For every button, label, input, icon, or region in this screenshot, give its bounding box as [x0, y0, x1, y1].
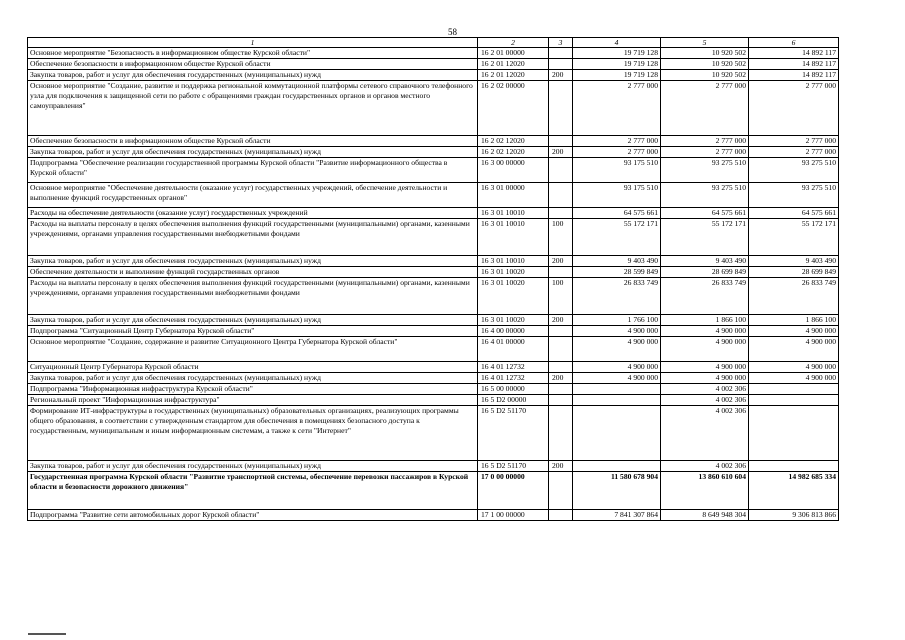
- row-amount-2022-cell: 64 575 661: [749, 208, 839, 219]
- row-amount-2022-cell: 2 777 000: [749, 147, 839, 158]
- row-amount-2021-cell: 55 172 171: [661, 219, 749, 256]
- row-amount-2020-cell: 19 719 128: [573, 59, 661, 70]
- row-code-cell: 16 3 01 10020: [478, 315, 549, 326]
- row-name-cell: Региональный проект "Информационная инфраструктура": [28, 395, 478, 406]
- footer-mark: [28, 633, 66, 635]
- row-amount-2021-cell: 4 900 000: [661, 373, 749, 384]
- row-vr-cell: [549, 81, 573, 136]
- row-amount-2020-cell: [573, 384, 661, 395]
- column-header-name: 1: [28, 38, 478, 48]
- row-vr-cell: 200: [549, 373, 573, 384]
- row-amount-2021-cell: 2 777 000: [661, 81, 749, 136]
- row-vr-cell: [549, 510, 573, 521]
- row-amount-2022-cell: [749, 461, 839, 472]
- row-vr-cell: 200: [549, 256, 573, 267]
- row-amount-2020-cell: 2 777 000: [573, 136, 661, 147]
- row-amount-2022-cell: 4 900 000: [749, 362, 839, 373]
- row-amount-2020-cell: 64 575 661: [573, 208, 661, 219]
- row-name-cell: Обеспечение безопасности в информационном обществе Курской области: [28, 59, 478, 70]
- column-header-2021: 5: [661, 38, 749, 48]
- row-vr-cell: [549, 362, 573, 373]
- row-amount-2022-cell: 14 892 117: [749, 48, 839, 59]
- table-row: [28, 59, 839, 70]
- row-amount-2022-cell: 4 900 000: [749, 337, 839, 362]
- row-amount-2020-cell: 1 766 100: [573, 315, 661, 326]
- row-amount-2021-cell: 4 002 306: [661, 395, 749, 406]
- row-amount-2022-cell: 4 900 000: [749, 373, 839, 384]
- row-code-cell: 16 5 D2 00000: [478, 395, 549, 406]
- row-name-cell: Государственная программа Курской области "Развитие транспортной системы, обеспечение перевозки пассажиров в Курской области и безопасности дорожного движения": [28, 472, 478, 510]
- row-amount-2020-cell: 9 403 490: [573, 256, 661, 267]
- row-name-cell: Расходы на обеспечение деятельности (оказание услуг) государственных учреждений: [28, 208, 478, 219]
- row-name-cell: Закупка товаров, работ и услуг для обеспечения государственных (муниципальных) нужд: [28, 461, 478, 472]
- row-vr-cell: [549, 267, 573, 278]
- row-amount-2020-cell: 4 900 000: [573, 337, 661, 362]
- row-vr-cell: 200: [549, 315, 573, 326]
- row-amount-2022-cell: [749, 395, 839, 406]
- page-number: 58: [448, 27, 457, 37]
- row-amount-2022-cell: 2 777 000: [749, 81, 839, 136]
- row-name-cell: Основное мероприятие "Создание, содержание и развитие Ситуационного Центра Губернатора Курской области": [28, 337, 478, 362]
- row-code-cell: 16 3 01 00000: [478, 183, 549, 208]
- row-amount-2020-cell: [573, 461, 661, 472]
- row-amount-2020-cell: 93 175 510: [573, 183, 661, 208]
- table-row: [28, 48, 839, 59]
- row-amount-2021-cell: 28 699 849: [661, 267, 749, 278]
- row-amount-2022-cell: 14 982 685 334: [749, 472, 839, 510]
- row-amount-2020-cell: 2 777 000: [573, 147, 661, 158]
- row-code-cell: 16 2 01 00000: [478, 48, 549, 59]
- row-amount-2020-cell: 28 599 849: [573, 267, 661, 278]
- row-name-cell: Закупка товаров, работ и услуг для обеспечения государственных (муниципальных) нужд: [28, 373, 478, 384]
- row-amount-2021-cell: 10 920 502: [661, 70, 749, 81]
- row-name-cell: Основное мероприятие "Безопасность в информационном обществе Курской области": [28, 48, 478, 59]
- table-row: [28, 373, 839, 384]
- row-name-cell: Подпрограмма "Ситуационный Центр Губернатора Курской области": [28, 326, 478, 337]
- row-code-cell: 16 2 02 00000: [478, 81, 549, 136]
- row-vr-cell: 100: [549, 219, 573, 256]
- budget-table: [27, 37, 839, 521]
- row-amount-2022-cell: 4 900 000: [749, 326, 839, 337]
- row-amount-2022-cell: 28 699 849: [749, 267, 839, 278]
- row-name-cell: Основное мероприятие "Создание, развитие и поддержка региональной коммутационной платформы сетевого справочного телефонного узла для подключения к защищенной сети по работе с обращениями граждан государственных органов и органов местного самоуправления": [28, 81, 478, 136]
- row-amount-2020-cell: 19 719 128: [573, 48, 661, 59]
- row-amount-2021-cell: 4 002 306: [661, 461, 749, 472]
- row-vr-cell: 100: [549, 278, 573, 315]
- row-amount-2021-cell: 64 575 661: [661, 208, 749, 219]
- row-vr-cell: [549, 136, 573, 147]
- table-row: [28, 147, 839, 158]
- row-name-cell: Основное мероприятие "Обеспечение деятельности (оказание услуг) государственных учреждений, обеспечение деятельности и выполнение функций государственных органов": [28, 183, 478, 208]
- row-vr-cell: [549, 337, 573, 362]
- table-row: [28, 472, 839, 510]
- row-name-cell: Закупка товаров, работ и услуг для обеспечения государственных (муниципальных) нужд: [28, 256, 478, 267]
- row-vr-cell: [549, 59, 573, 70]
- row-amount-2020-cell: 11 580 678 904: [573, 472, 661, 510]
- row-vr-cell: [549, 208, 573, 219]
- row-code-cell: 16 2 02 12020: [478, 136, 549, 147]
- row-code-cell: 16 2 01 12020: [478, 70, 549, 81]
- row-amount-2021-cell: 4 900 000: [661, 326, 749, 337]
- row-name-cell: Подпрограмма "Развитие сети автомобильных дорог Курской области": [28, 510, 478, 521]
- row-amount-2020-cell: 4 900 000: [573, 373, 661, 384]
- table-row: [28, 256, 839, 267]
- row-amount-2022-cell: 1 866 100: [749, 315, 839, 326]
- row-name-cell: Расходы на выплаты персоналу в целях обеспечения выполнения функций государственными (муниципальными) органами, казенными учреждениями, органами управления государственными внебюджетными фондами: [28, 219, 478, 256]
- row-amount-2021-cell: 9 403 490: [661, 256, 749, 267]
- row-amount-2020-cell: 26 833 749: [573, 278, 661, 315]
- row-amount-2022-cell: 14 892 117: [749, 59, 839, 70]
- column-header-2022: 6: [749, 38, 839, 48]
- table-row: [28, 70, 839, 81]
- row-amount-2022-cell: 93 275 510: [749, 183, 839, 208]
- row-code-cell: 16 2 01 12020: [478, 59, 549, 70]
- column-number-row: [28, 38, 839, 48]
- table-row: [28, 278, 839, 315]
- column-header-vr: 3: [549, 38, 573, 48]
- row-name-cell: Обеспечение деятельности и выполнение функций государственных органов: [28, 267, 478, 278]
- row-code-cell: 16 3 01 10020: [478, 278, 549, 315]
- row-amount-2022-cell: 14 892 117: [749, 70, 839, 81]
- row-amount-2021-cell: 10 920 502: [661, 48, 749, 59]
- row-vr-cell: 200: [549, 461, 573, 472]
- row-amount-2022-cell: [749, 406, 839, 461]
- row-amount-2020-cell: 4 900 000: [573, 326, 661, 337]
- row-amount-2021-cell: 8 649 948 304: [661, 510, 749, 521]
- table-row: [28, 158, 839, 183]
- row-amount-2021-cell: 10 920 502: [661, 59, 749, 70]
- table-row: [28, 219, 839, 256]
- budget-table-body: [28, 38, 839, 521]
- row-amount-2020-cell: 4 900 000: [573, 362, 661, 373]
- row-amount-2020-cell: [573, 406, 661, 461]
- table-row: [28, 362, 839, 373]
- row-amount-2021-cell: 1 866 100: [661, 315, 749, 326]
- row-code-cell: 16 4 00 00000: [478, 326, 549, 337]
- row-vr-cell: [549, 472, 573, 510]
- row-amount-2022-cell: 9 306 813 866: [749, 510, 839, 521]
- row-name-cell: Обеспечение безопасности в информационном обществе Курской области: [28, 136, 478, 147]
- table-row: [28, 510, 839, 521]
- row-amount-2021-cell: 2 777 000: [661, 147, 749, 158]
- row-amount-2020-cell: 2 777 000: [573, 81, 661, 136]
- row-code-cell: 16 3 01 10010: [478, 208, 549, 219]
- table-row: [28, 461, 839, 472]
- row-code-cell: 16 5 00 00000: [478, 384, 549, 395]
- row-vr-cell: [549, 384, 573, 395]
- row-amount-2021-cell: 4 900 000: [661, 337, 749, 362]
- row-amount-2021-cell: 13 860 610 604: [661, 472, 749, 510]
- row-code-cell: 16 4 01 12732: [478, 373, 549, 384]
- row-code-cell: 16 2 02 12020: [478, 147, 549, 158]
- row-vr-cell: [549, 158, 573, 183]
- row-amount-2021-cell: 26 833 749: [661, 278, 749, 315]
- row-vr-cell: [549, 48, 573, 59]
- row-vr-cell: 200: [549, 147, 573, 158]
- row-code-cell: 17 0 00 00000: [478, 472, 549, 510]
- row-amount-2021-cell: 93 275 510: [661, 183, 749, 208]
- row-amount-2022-cell: 93 275 510: [749, 158, 839, 183]
- row-amount-2021-cell: 2 777 000: [661, 136, 749, 147]
- row-name-cell: Расходы на выплаты персоналу в целях обеспечения выполнения функций государственными (муниципальными) органами, казенными учреждениями, органами управления государственными внебюджетными фондами: [28, 278, 478, 315]
- table-row: [28, 395, 839, 406]
- table-row: [28, 208, 839, 219]
- row-amount-2021-cell: 4 900 000: [661, 362, 749, 373]
- column-header-code: 2: [478, 38, 549, 48]
- column-header-2020: 4: [573, 38, 661, 48]
- row-amount-2021-cell: 4 002 306: [661, 406, 749, 461]
- row-code-cell: 16 3 01 10010: [478, 256, 549, 267]
- row-name-cell: Закупка товаров, работ и услуг для обеспечения государственных (муниципальных) нужд: [28, 147, 478, 158]
- table-row: [28, 406, 839, 461]
- table-row: [28, 337, 839, 362]
- row-code-cell: 16 3 00 00000: [478, 158, 549, 183]
- table-row: [28, 326, 839, 337]
- row-name-cell: Подпрограмма "Информационная инфраструктура Курской области": [28, 384, 478, 395]
- row-vr-cell: [549, 406, 573, 461]
- row-name-cell: Формирование ИТ-инфраструктуры в государственных (муниципальных) образовательных организациях, реализующих программы общего образования, в соответствии с утвержденным стандартом для обеспечения в помещениях безопасного доступа к государственным, муниципальным и иным информационным системам, а также к сети "Интернет": [28, 406, 478, 461]
- row-code-cell: 16 5 D2 51170: [478, 461, 549, 472]
- row-code-cell: 16 5 D2 51170: [478, 406, 549, 461]
- table-row: [28, 384, 839, 395]
- row-vr-cell: 200: [549, 70, 573, 81]
- row-code-cell: 17 1 00 00000: [478, 510, 549, 521]
- row-amount-2020-cell: 93 175 510: [573, 158, 661, 183]
- row-amount-2021-cell: 4 002 306: [661, 384, 749, 395]
- table-row: [28, 315, 839, 326]
- row-name-cell: Подпрограмма "Обеспечение реализации государственной программы Курской области "Развитие информационного общества в Курской области": [28, 158, 478, 183]
- table-row: [28, 183, 839, 208]
- row-code-cell: 16 4 01 12732: [478, 362, 549, 373]
- row-amount-2022-cell: [749, 384, 839, 395]
- row-amount-2020-cell: 55 172 171: [573, 219, 661, 256]
- row-amount-2022-cell: 55 172 171: [749, 219, 839, 256]
- row-name-cell: Закупка товаров, работ и услуг для обеспечения государственных (муниципальных) нужд: [28, 70, 478, 81]
- row-code-cell: 16 4 01 00000: [478, 337, 549, 362]
- row-amount-2021-cell: 93 275 510: [661, 158, 749, 183]
- row-code-cell: 16 3 01 10010: [478, 219, 549, 256]
- table-row: [28, 81, 839, 136]
- row-amount-2022-cell: 2 777 000: [749, 136, 839, 147]
- row-amount-2020-cell: 19 719 128: [573, 70, 661, 81]
- row-code-cell: 16 3 01 10020: [478, 267, 549, 278]
- row-amount-2022-cell: 26 833 749: [749, 278, 839, 315]
- row-amount-2020-cell: [573, 395, 661, 406]
- table-row: [28, 267, 839, 278]
- row-vr-cell: [549, 326, 573, 337]
- row-amount-2022-cell: 9 403 490: [749, 256, 839, 267]
- row-amount-2020-cell: 7 841 307 864: [573, 510, 661, 521]
- row-name-cell: Ситуационный Центр Губернатора Курской области: [28, 362, 478, 373]
- row-vr-cell: [549, 183, 573, 208]
- row-vr-cell: [549, 395, 573, 406]
- table-row: [28, 136, 839, 147]
- row-name-cell: Закупка товаров, работ и услуг для обеспечения государственных (муниципальных) нужд: [28, 315, 478, 326]
